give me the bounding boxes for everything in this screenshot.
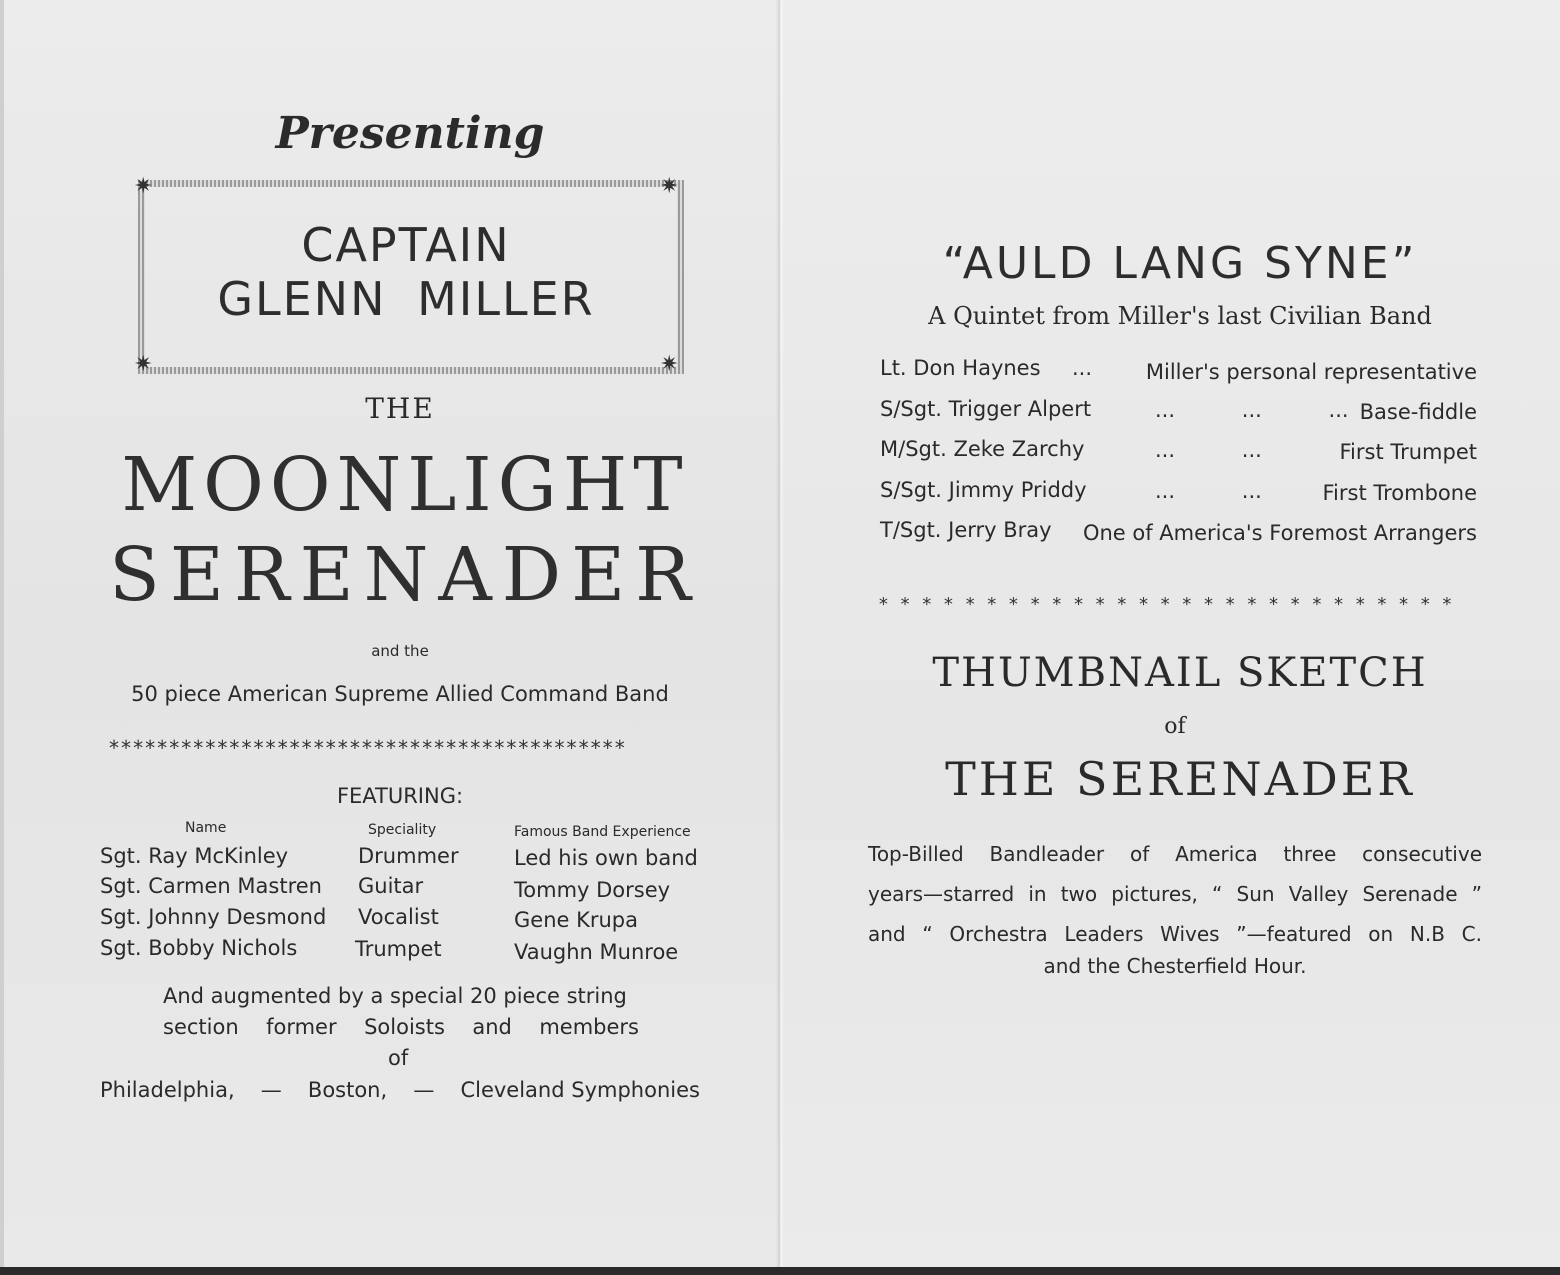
table-cell-experience: Vaughn Munroe — [514, 940, 679, 964]
city-philadelphia: Philadelphia, — [100, 1078, 235, 1102]
city-cleveland: Cleveland Symphonies — [460, 1078, 700, 1102]
thumbnail-sketch-heading: THUMBNAIL SKETCH — [932, 650, 1428, 696]
dash-separator: — — [260, 1078, 282, 1102]
member-role: One of America's Foremost Arrangers — [1082, 521, 1477, 545]
table-header-speciality: Speciality — [368, 822, 437, 838]
table-header-name: Name — [185, 820, 227, 836]
bio-line: years—starred in two pictures, “ Sun Valley Serenade ” — [868, 882, 1482, 906]
city-boston: Boston, — [307, 1078, 388, 1102]
star-divider-left: ******************************************* — [108, 736, 626, 760]
title-captain — [140, 218, 672, 326]
moonlight-serenader-title — [60, 440, 750, 620]
title-line-1: CAPTAIN — [301, 218, 511, 272]
table-cell-experience: Led his own band — [514, 846, 698, 870]
member-dots: ... — [1072, 356, 1093, 380]
member-role: Base-fiddle — [1359, 400, 1477, 424]
augmented-word: members — [539, 1015, 639, 1039]
frame-corner-star-icon: ✷ — [134, 174, 153, 199]
of-text: of — [1164, 714, 1186, 739]
member-dots: ... ... ... — [1155, 398, 1349, 422]
quintet-subheading: A Quintet from Miller's last Civilian Band — [928, 302, 1432, 330]
member-name: S/Sgt. Trigger Alpert — [880, 397, 1092, 421]
augmented-word: Soloists — [364, 1015, 445, 1039]
augmented-line-2 — [163, 1015, 639, 1039]
table-cell-speciality: Guitar — [358, 874, 424, 898]
augmented-word: and — [472, 1015, 512, 1039]
paper-edge-left — [0, 0, 4, 1275]
member-role: First Trumpet — [1339, 440, 1477, 464]
augmented-line-4 — [100, 1078, 700, 1102]
the-serenader-heading: THE SERENADER — [945, 752, 1415, 806]
serenader-word: SERENADER — [109, 532, 701, 618]
augmented-word: section — [163, 1015, 239, 1039]
table-cell-name: Sgt. Ray McKinley — [100, 844, 289, 868]
member-dots: ... ... — [1155, 438, 1262, 462]
frame-corner-star-icon: ✷ — [660, 352, 679, 377]
table-cell-speciality: Drummer — [358, 844, 459, 868]
bio-line: and “ Orchestra Leaders Wives ”—featured on N.B C. — [868, 922, 1482, 946]
table-cell-name: Sgt. Johnny Desmond — [100, 905, 327, 929]
member-name: T/Sgt. Jerry Bray — [880, 518, 1052, 542]
table-cell-experience: Tommy Dorsey — [514, 878, 671, 902]
right-page — [780, 0, 1560, 1275]
augmented-word: former — [266, 1015, 337, 1039]
table-cell-name: Sgt. Bobby Nichols — [100, 936, 298, 960]
and-the-text: and the — [371, 642, 429, 660]
member-role: First Trombone — [1322, 481, 1477, 505]
member-name: M/Sgt. Zeke Zarchy — [880, 437, 1085, 461]
table-cell-name: Sgt. Carmen Mastren — [100, 874, 322, 898]
moonlight-word: MOONLIGHT — [121, 442, 689, 528]
member-name: Lt. Don Haynes — [880, 356, 1041, 380]
page-fold — [776, 0, 784, 1275]
table-cell-speciality: Trumpet — [355, 937, 442, 961]
title-line-2: GLENN MILLER — [217, 272, 595, 326]
bio-paragraph — [868, 834, 1482, 954]
augmented-line-1: And augmented by a special 20 piece string — [163, 984, 627, 1008]
paper-edge-bottom — [0, 1267, 1560, 1275]
frame-corner-star-icon: ✷ — [660, 174, 679, 199]
bio-last-line: and the Chesterfield Hour. — [1043, 954, 1307, 978]
member-name: S/Sgt. Jimmy Priddy — [880, 478, 1087, 502]
table-cell-experience: Gene Krupa — [514, 908, 639, 932]
dash-separator: — — [413, 1078, 435, 1102]
augmented-line-3: of — [388, 1046, 409, 1070]
auld-lang-syne-heading: “AULD LANG SYNE” — [942, 238, 1418, 289]
member-role: Miller's personal representative — [1145, 360, 1477, 384]
presenting-heading: Presenting — [275, 108, 545, 159]
star-divider-right: * * * * * * * * * * * * * * * * * * * * * * * * * * * — [878, 594, 1453, 615]
bio-line: Top-Billed Bandleader of America three consecutive — [868, 842, 1482, 866]
frame-corner-star-icon: ✷ — [134, 352, 153, 377]
featuring-heading: FEATURING: — [336, 784, 464, 808]
table-cell-speciality: Vocalist — [358, 905, 439, 929]
member-dots: ... ... — [1155, 479, 1262, 503]
the-label: THE — [365, 392, 435, 425]
band-description: 50 piece American Supreme Allied Command Band — [131, 682, 669, 706]
table-header-experience: Famous Band Experience — [514, 824, 691, 840]
